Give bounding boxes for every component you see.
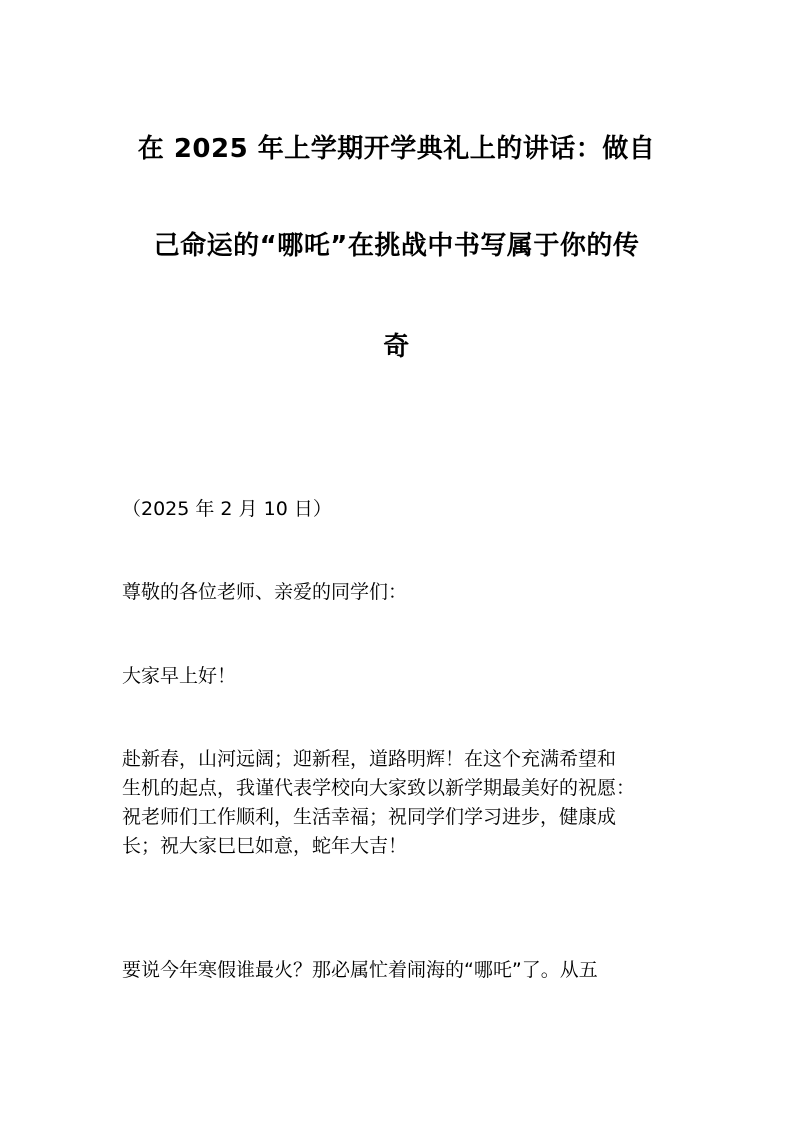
paragraph-1 bbox=[122, 745, 682, 861]
greeting: 大家早上好！ bbox=[122, 665, 237, 687]
speech-date: （2025 年 2 月 10 日） bbox=[122, 498, 332, 520]
paragraph-1-line: 生机的起点，我谨代表学校向大家致以新学期最美好的祝愿： bbox=[122, 777, 636, 799]
salutation: 尊敬的各位老师、亲爱的同学们： bbox=[122, 581, 408, 603]
paragraph-2-line: 要说今年寒假谁最火？那必属忙着闹海的“哪吒”了。从五 bbox=[122, 959, 598, 981]
paragraph-1-line: 祝老师们工作顺利，生活幸福；祝同学们学习进步，健康成 bbox=[122, 806, 617, 828]
paragraph-1-line: 赴新春，山河远阔；迎新程，道路明辉！在这个充满希望和 bbox=[122, 748, 617, 770]
title-line-3: 奇 bbox=[383, 332, 410, 362]
paragraph-2 bbox=[122, 956, 682, 985]
title-line-2: 己命运的“哪吒”在挑战中书写属于你的传 bbox=[153, 231, 640, 261]
paragraph-1-line: 长；祝大家巳巳如意，蛇年大吉！ bbox=[122, 835, 408, 857]
title-line-1: 在 2025 年上学期开学典礼上的讲话：做自 bbox=[137, 134, 656, 164]
